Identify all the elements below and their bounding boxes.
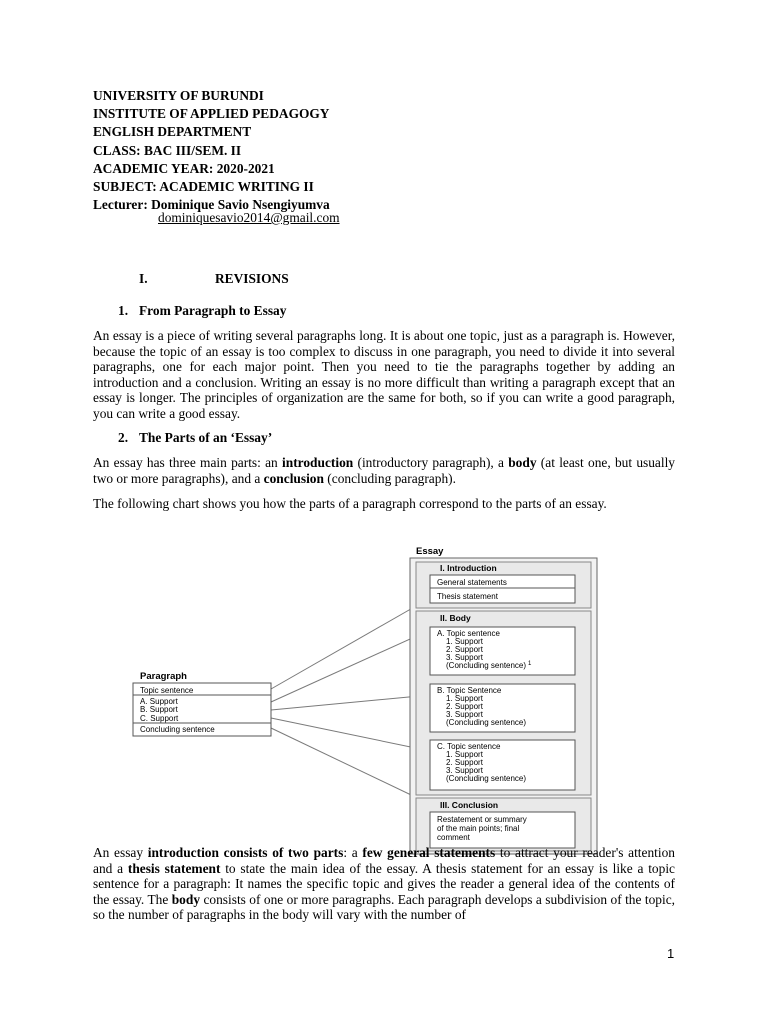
header-university: UNIVERSITY OF BURUNDI xyxy=(93,88,264,103)
subsection-2-number: 2. xyxy=(118,430,129,445)
body-a-support-1: 1. Support xyxy=(446,637,483,646)
header-department: ENGLISH DEPARTMENT xyxy=(93,124,252,140)
body-b-topic: B. Topic Sentence xyxy=(437,686,502,695)
body-title: II. Body xyxy=(440,613,471,623)
body-c-concluding: (Concluding sentence) xyxy=(446,774,527,783)
paragraph-from-paragraph-to-essay: An essay is a piece of writing several paragraphs long. It is about one topic, just as a paragraph is. However, because the topic of an essay is too complex to discuss in one paragraph, you need to divide it into several paragraphs, one for each major point. Then you need to tie the paragraphs together by adding an introduction and a conclusion. Writing an essay is no more difficult than writing a paragraph except that an essay is longer. The principles of organization are the same for both, so if you can write a good paragraph, you can write a good essay. xyxy=(93,328,675,421)
body-c-support-1: 1. Support xyxy=(446,750,483,759)
body-c-support-2: 2. Support xyxy=(446,758,483,767)
conclusion-row-2: of the main points; final xyxy=(437,824,520,833)
paragraph-introduction-explained: An essay introduction consists of two parts: a few general statements to attract your reader's attention and a thesis statement to state the main idea of the essay. A thesis statement for an essay is like a topic sentence for a paragraph: It names the specific topic and gives the reader a general idea of the contents of the essay. The body consists of one or more paragraphs. Each paragraph develops a subdivision of the topic, so the number of paragraphs in the body will vary with the number of xyxy=(93,845,675,923)
header-academic-year: ACADEMIC YEAR: 2020-2021 xyxy=(93,160,275,176)
subsection-1-title: From Paragraph to Essay xyxy=(139,303,287,318)
header-institute: INSTITUTE OF APPLIED PEDAGOGY xyxy=(93,106,330,122)
header-lecturer: Lecturer: Dominique Savio Nsengiyumva xyxy=(93,197,330,213)
body-b-support-1: 1. Support xyxy=(446,694,483,703)
body-a-concluding: (Concluding sentence) xyxy=(446,661,527,670)
conclusion-row-1: Restatement or summary xyxy=(437,815,527,824)
paragraph-box-title: Paragraph xyxy=(140,671,187,682)
footnote-mark: 1 xyxy=(528,661,532,667)
paragraph-essay-chart xyxy=(128,540,608,860)
paragraph-parts-of-essay: An essay has three main parts: an introduction (introductory paragraph), a body (at least one, but usually two or more paragraphs), and a conclusion (concluding paragraph). xyxy=(93,455,676,486)
conclusion-title: III. Conclusion xyxy=(440,800,499,810)
intro-row-general: General statements xyxy=(437,578,507,587)
subsection-1-number: 1. xyxy=(118,303,129,318)
header-class: CLASS: BAC III/SEM. II xyxy=(93,142,242,158)
lecturer-email-link[interactable]: dominiquesavio2014@gmail.com xyxy=(158,210,340,225)
body-c-support-3: 3. Support xyxy=(446,766,483,775)
page-number: 1 xyxy=(667,946,675,961)
subsection-2-title: The Parts of an ‘Essay’ xyxy=(139,430,273,445)
section-number: I. xyxy=(139,271,148,286)
body-a-support-2: 2. Support xyxy=(446,645,483,654)
paragraph-chart-intro: The following chart shows you how the parts of a paragraph correspond to the parts of an essay. xyxy=(93,496,607,511)
paragraph-row-concluding: Concluding sentence xyxy=(140,725,215,734)
essay-title: Essay xyxy=(416,546,444,557)
body-b-concluding: (Concluding sentence) xyxy=(446,718,527,727)
intro-row-thesis: Thesis statement xyxy=(437,592,498,601)
body-a-support-3: 3. Support xyxy=(446,653,483,662)
body-b-support-2: 2. Support xyxy=(446,702,483,711)
section-title: REVISIONS xyxy=(215,271,289,286)
paragraph-row-topic: Topic sentence xyxy=(140,686,194,695)
introduction-title: I. Introduction xyxy=(440,563,497,573)
body-c-topic: C. Topic sentence xyxy=(437,742,501,751)
document-header xyxy=(93,87,330,214)
body-a-topic: A. Topic sentence xyxy=(437,629,501,638)
paragraph-row-support-a: A. Support xyxy=(140,697,178,706)
paragraph-row-support-b: B. Support xyxy=(140,705,178,714)
header-subject: SUBJECT: ACADEMIC WRITING II xyxy=(93,179,314,195)
paragraph-row-support-c: C. Support xyxy=(140,714,179,723)
body-b-support-3: 3. Support xyxy=(446,710,483,719)
connector-lines xyxy=(271,598,430,804)
conclusion-row-3: comment xyxy=(437,833,470,842)
